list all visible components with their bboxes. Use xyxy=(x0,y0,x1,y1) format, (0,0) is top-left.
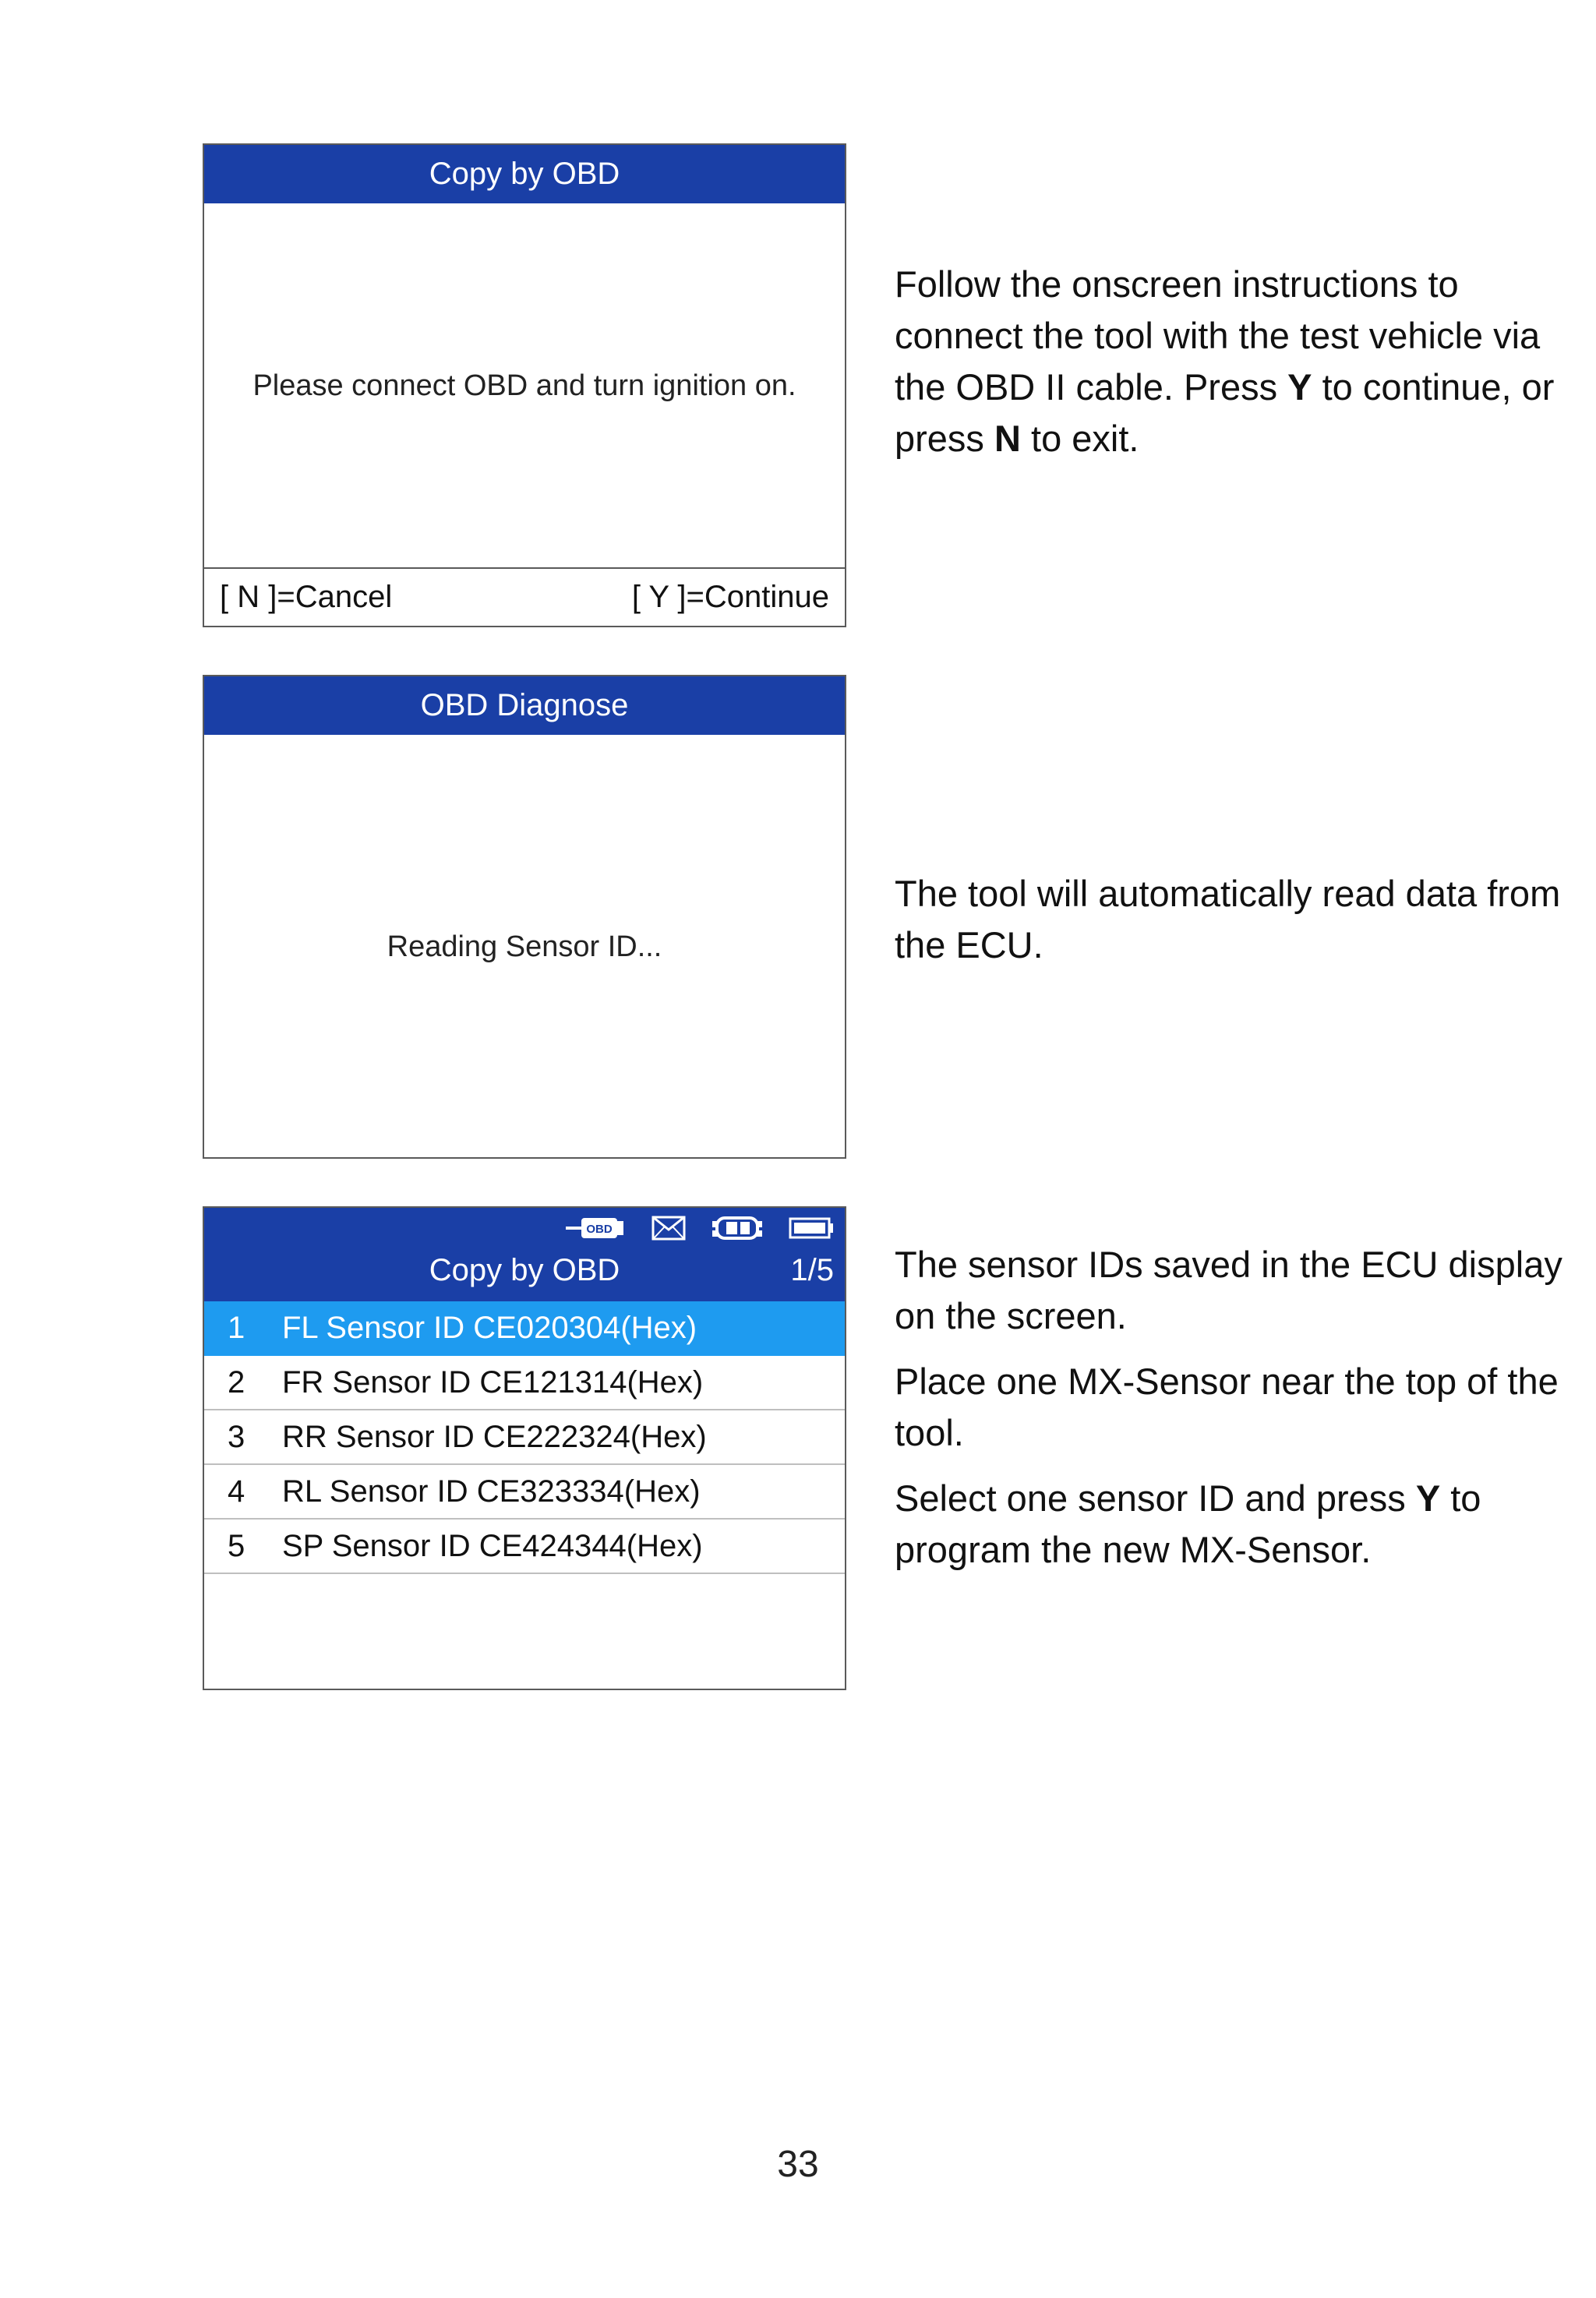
description-paragraph: The tool will automatically read data from the ECU. xyxy=(895,873,1561,965)
description-paragraph xyxy=(895,1473,1573,1576)
key-y: Y xyxy=(1415,1477,1441,1519)
screen-message: Please connect OBD and turn ignition on. xyxy=(252,369,796,402)
envelope-icon xyxy=(651,1216,686,1244)
cancel-button[interactable]: [ N ]=Cancel xyxy=(220,580,393,614)
text-run: to continue, or press xyxy=(895,366,1555,459)
list-item[interactable] xyxy=(204,1356,845,1410)
list-item[interactable] xyxy=(204,1301,845,1356)
screen-title-bar xyxy=(204,1208,845,1301)
screen-copy-by-obd-list xyxy=(203,1206,846,1690)
obd-connector-icon xyxy=(566,1215,625,1245)
list-item[interactable] xyxy=(204,1465,845,1520)
list-item-number: 4 xyxy=(228,1474,245,1509)
description-connect xyxy=(895,259,1573,464)
description-paragraph xyxy=(895,259,1573,464)
screen-title: OBD Diagnose xyxy=(204,676,845,735)
sensor-id-list xyxy=(204,1301,845,1574)
screen-title: Copy by OBD xyxy=(429,1253,620,1287)
list-item-label: FL Sensor ID CE020304(Hex) xyxy=(282,1310,697,1345)
list-item-number: 3 xyxy=(228,1419,245,1454)
screen-title: Copy by OBD xyxy=(204,145,845,203)
key-n: N xyxy=(994,418,1021,459)
list-item[interactable] xyxy=(204,1520,845,1574)
list-item-label: SP Sensor ID CE424344(Hex) xyxy=(282,1528,703,1563)
battery-icon xyxy=(789,1216,834,1244)
status-bar xyxy=(566,1213,834,1247)
list-item-number: 2 xyxy=(228,1364,245,1400)
list-item[interactable] xyxy=(204,1410,845,1465)
text-run: to program the new MX-Sensor. xyxy=(895,1477,1481,1570)
list-item-label: RR Sensor ID CE222324(Hex) xyxy=(282,1419,707,1454)
screen-message: Reading Sensor ID... xyxy=(387,930,662,963)
description-sensor-list xyxy=(895,1239,1573,1576)
text-run: to exit. xyxy=(1020,418,1139,459)
list-item-label: RL Sensor ID CE323334(Hex) xyxy=(282,1474,701,1509)
page-number: 33 xyxy=(777,2144,819,2185)
description-paragraph: The sensor IDs saved in the ECU display on the screen. xyxy=(895,1244,1562,1336)
screen-copy-by-obd-connect xyxy=(203,143,846,627)
text-run: Select one sensor ID and press xyxy=(895,1477,1416,1519)
text-run: Follow the onscreen instructions to connect the tool with the test vehicle via the OBD II cable. Press xyxy=(895,263,1541,408)
key-y: Y xyxy=(1287,366,1312,408)
continue-button[interactable]: [ Y ]=Continue xyxy=(631,580,829,614)
car-icon xyxy=(712,1215,762,1245)
page-count: 1/5 xyxy=(790,1253,834,1287)
description-reading xyxy=(895,868,1573,971)
screen-obd-diagnose xyxy=(203,675,846,1159)
screen-footer xyxy=(204,567,845,626)
description-paragraph: Place one MX-Sensor near the top of the tool. xyxy=(895,1361,1559,1453)
list-item-number: 5 xyxy=(228,1528,245,1563)
obd-icon-label: OBD xyxy=(586,1222,613,1236)
list-item-label: FR Sensor ID CE121314(Hex) xyxy=(282,1364,704,1400)
list-item-number: 1 xyxy=(228,1310,245,1345)
